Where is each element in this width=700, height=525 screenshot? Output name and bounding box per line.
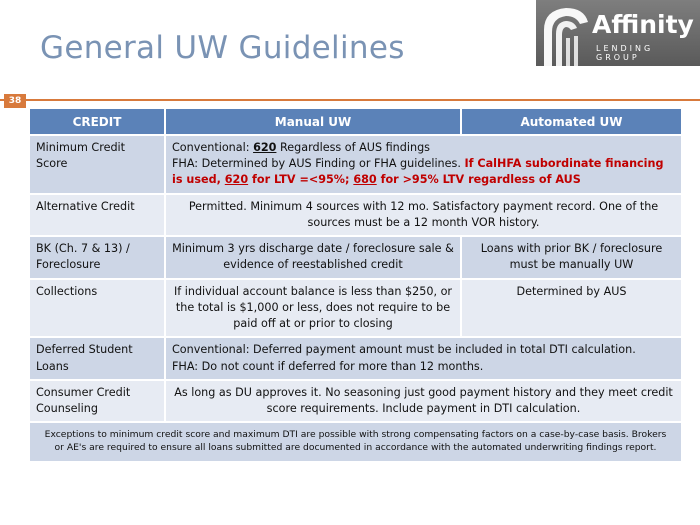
header-divider xyxy=(0,99,700,101)
text: FHA: Determined by AUS Finding or FHA guidelines. xyxy=(172,157,465,171)
logo-name: Affinity xyxy=(592,10,694,39)
score-value: 680 xyxy=(353,173,377,187)
row-collections xyxy=(30,279,681,338)
collections-manual-value: If individual account balance is less than $250, or the total is $1,000 or less, does not require to be paid off at or prior to closing xyxy=(165,279,461,338)
highlight-text: for >95% LTV regardless of AUS xyxy=(376,173,581,187)
page-title: General UW Guidelines xyxy=(40,30,405,66)
table-header-row xyxy=(30,109,681,135)
header-automated-uw: Automated UW xyxy=(461,109,681,135)
row-consumer-credit-counseling xyxy=(30,380,681,422)
row-minimum-credit-score xyxy=(30,135,681,194)
bk-automated-value: Loans with prior BK / foreclosure must be manually UW xyxy=(461,236,681,278)
footer-note: Exceptions to minimum credit score and maximum DTI are possible with strong compensating factors on a case-by-case basis. Brokers or AE's are required to ensure all loans submitted are documented in accordance with the automated underwriting findings report. xyxy=(30,422,681,462)
alt-credit-value: Permitted. Minimum 4 sources with 12 mo. Satisfactory payment record. One of the sources must be a 12 month VOR history. xyxy=(165,194,681,236)
logo-subtitle: LENDING GROUP xyxy=(596,44,654,62)
score-value: 620 xyxy=(253,141,277,154)
row-label: Deferred Student Loans xyxy=(30,337,165,379)
text: Regardless of AUS findings xyxy=(276,141,431,154)
guidelines-table xyxy=(30,109,681,463)
header-manual-uw: Manual UW xyxy=(165,109,461,135)
highlight-text: for LTV =<95%; xyxy=(248,173,354,187)
row-label: BK (Ch. 7 & 13) / Foreclosure xyxy=(30,236,165,278)
header-credit: CREDIT xyxy=(30,109,165,135)
row-footer-note xyxy=(30,422,681,462)
row-bk-foreclosure xyxy=(30,236,681,278)
highlight-text: If CalHFA subordinate financing is used, xyxy=(172,157,664,187)
row-alternative-credit xyxy=(30,194,681,236)
row-label: Alternative Credit xyxy=(30,194,165,236)
student-loans-value xyxy=(165,337,681,379)
text: Conventional: xyxy=(172,141,254,154)
text: FHA: Do not count if deferred for more than 12 months. xyxy=(172,359,484,373)
collections-automated-value: Determined by AUS xyxy=(461,279,681,338)
bk-manual-value: Minimum 3 yrs discharge date / foreclosure sale & evidence of reestablished credit xyxy=(165,236,461,278)
min-credit-value xyxy=(165,135,681,194)
arch-logo-icon xyxy=(536,0,592,66)
row-label: Collections xyxy=(30,279,165,338)
slide-number: 38 xyxy=(4,94,26,108)
row-deferred-student-loans xyxy=(30,337,681,379)
row-label: Minimum Credit Score xyxy=(30,135,165,194)
text: Conventional: Deferred payment amount must be included in total DTI calculation. xyxy=(172,343,636,357)
row-label: Consumer Credit Counseling xyxy=(30,380,165,422)
affinity-logo xyxy=(536,0,700,66)
score-value: 620 xyxy=(224,173,249,187)
counseling-value: As long as DU approves it. No seasoning just good payment history and they meet credit score requirements. Include payment in DTI calculation. xyxy=(165,380,681,422)
